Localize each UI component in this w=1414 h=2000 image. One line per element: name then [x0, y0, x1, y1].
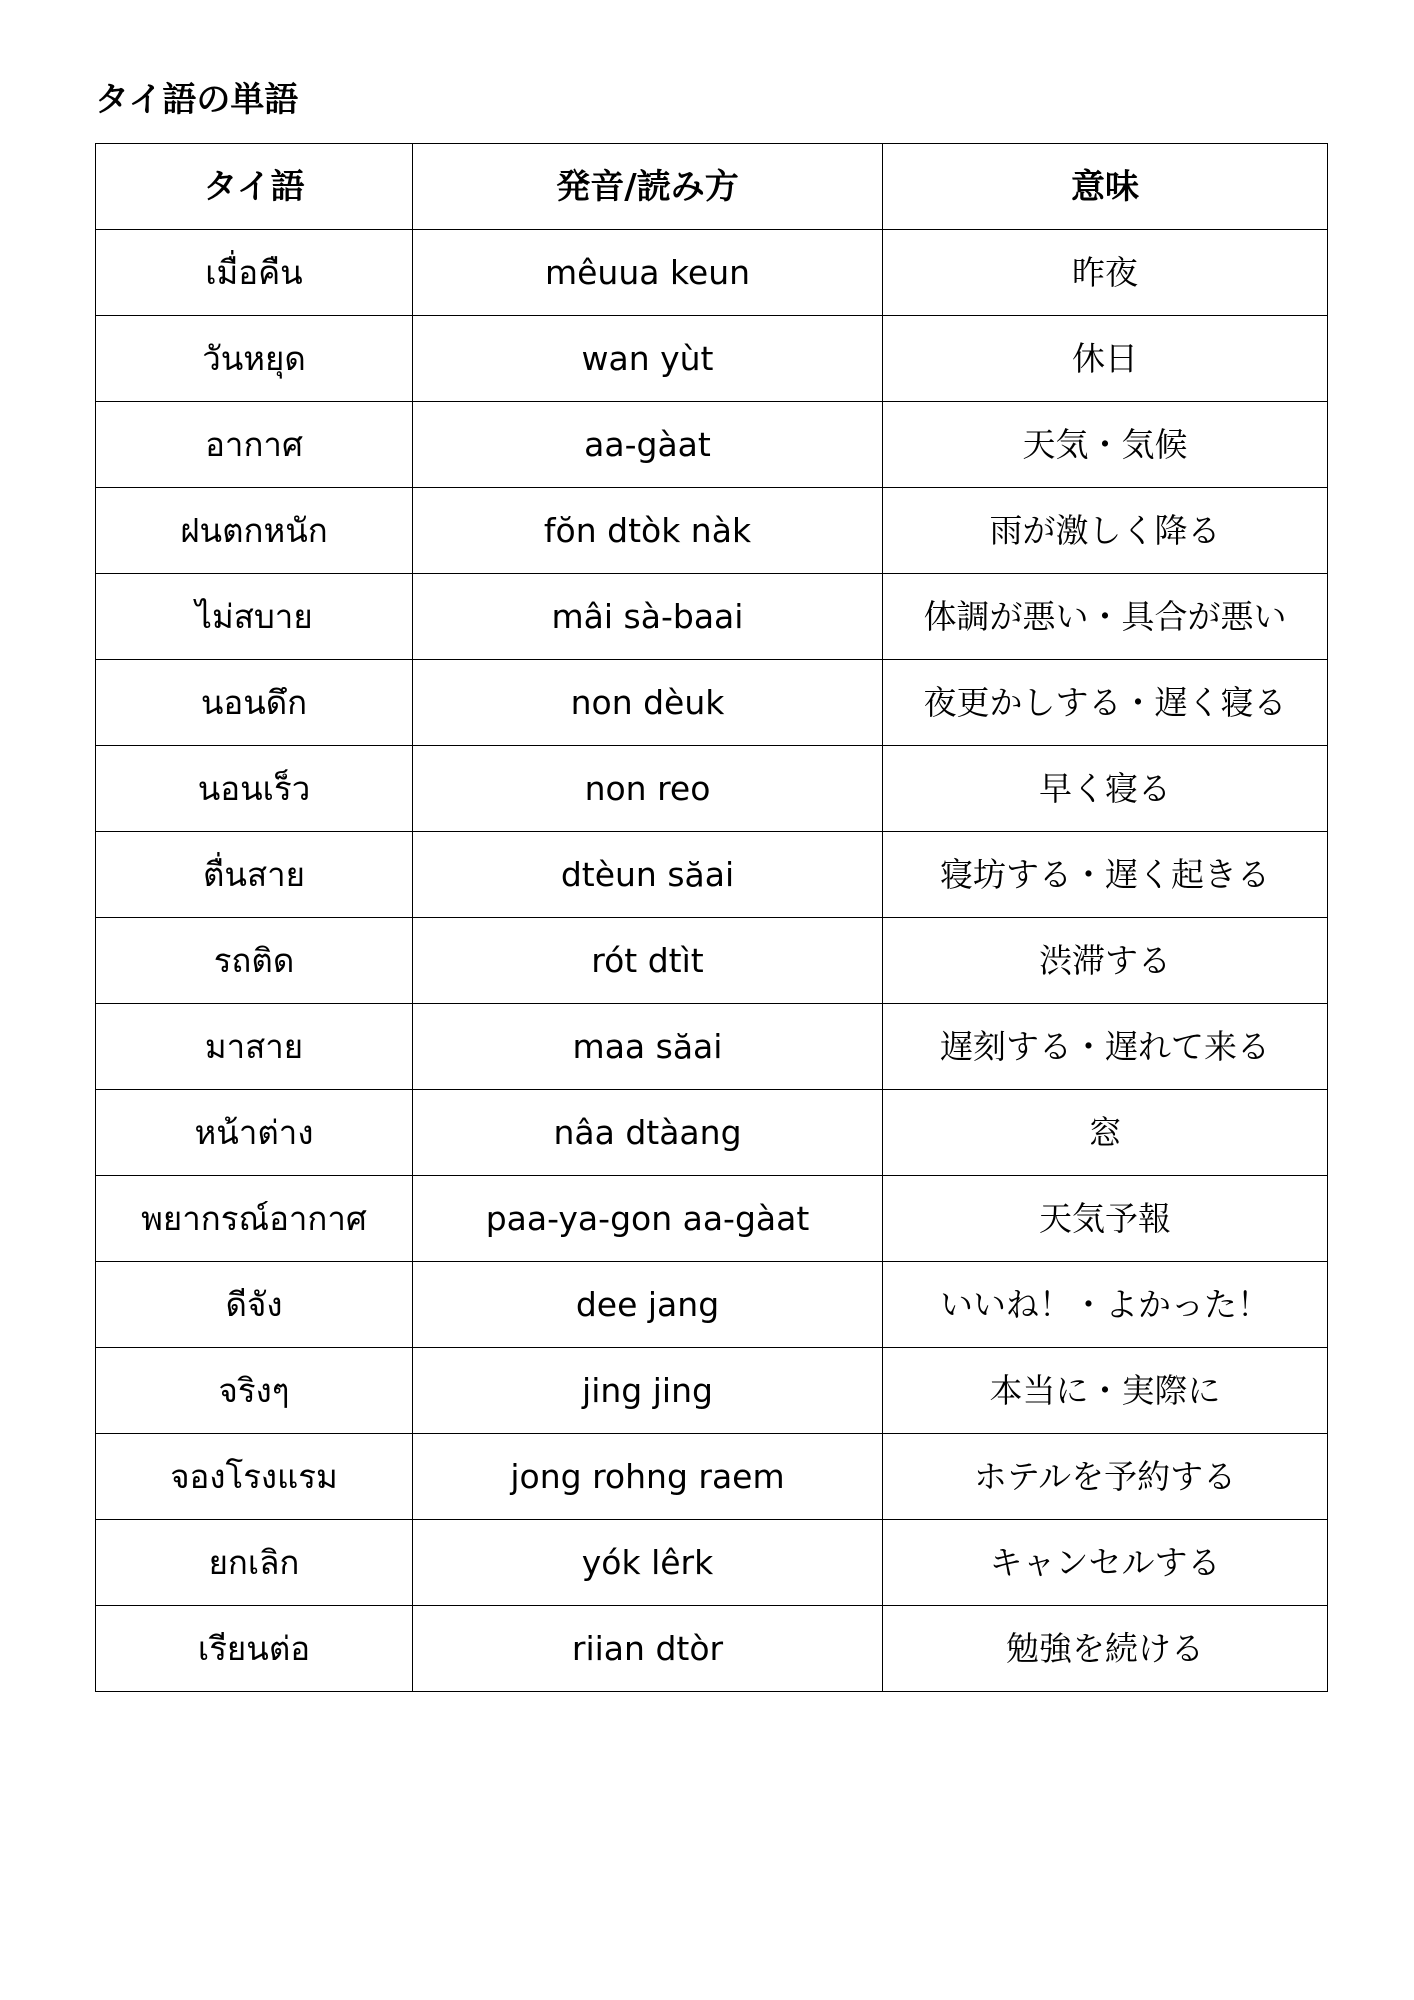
header-thai: タイ語 [96, 144, 413, 230]
cell-meaning: キャンセルする [883, 1520, 1328, 1606]
table-row [96, 1348, 1328, 1434]
cell-pronunciation: fŏn dtòk nàk [413, 488, 883, 574]
cell-thai: นอนเร็ว [96, 746, 413, 832]
cell-thai: นอนดึก [96, 660, 413, 746]
cell-thai: หน้าต่าง [96, 1090, 413, 1176]
cell-thai: รถติด [96, 918, 413, 1004]
cell-thai: ดีจัง [96, 1262, 413, 1348]
cell-pronunciation: non dèuk [413, 660, 883, 746]
table-row [96, 402, 1328, 488]
cell-thai: ยกเลิก [96, 1520, 413, 1606]
cell-thai: พยากรณ์อากาศ [96, 1176, 413, 1262]
cell-pronunciation: nâa dtàang [413, 1090, 883, 1176]
cell-thai: อากาศ [96, 402, 413, 488]
table-row [96, 574, 1328, 660]
cell-thai: จองโรงแรม [96, 1434, 413, 1520]
cell-pronunciation: mêuua keun [413, 230, 883, 316]
table-row [96, 1262, 1328, 1348]
cell-pronunciation: paa-ya-gon aa-gàat [413, 1176, 883, 1262]
cell-thai: จริงๆ [96, 1348, 413, 1434]
cell-meaning: 体調が悪い・具合が悪い [883, 574, 1328, 660]
table-header-row [96, 144, 1328, 230]
cell-meaning: 雨が激しく降る [883, 488, 1328, 574]
cell-meaning: 本当に・実際に [883, 1348, 1328, 1434]
table-body [96, 230, 1328, 1692]
header-meaning: 意味 [883, 144, 1328, 230]
cell-meaning: 勉強を続ける [883, 1606, 1328, 1692]
vocabulary-table [95, 143, 1328, 1692]
table-row [96, 316, 1328, 402]
cell-meaning: 早く寝る [883, 746, 1328, 832]
table-row [96, 1176, 1328, 1262]
cell-pronunciation: rót dtìt [413, 918, 883, 1004]
cell-pronunciation: dee jang [413, 1262, 883, 1348]
cell-thai: ตื่นสาย [96, 832, 413, 918]
header-pronunciation: 発音/読み方 [413, 144, 883, 230]
table-row [96, 230, 1328, 316]
table-row [96, 832, 1328, 918]
cell-meaning: 遅刻する・遅れて来る [883, 1004, 1328, 1090]
cell-pronunciation: aa-gàat [413, 402, 883, 488]
table-row [96, 1004, 1328, 1090]
cell-thai: เมื่อคืน [96, 230, 413, 316]
cell-meaning: 寝坊する・遅く起きる [883, 832, 1328, 918]
table-row [96, 1434, 1328, 1520]
table-row [96, 1520, 1328, 1606]
cell-thai: มาสาย [96, 1004, 413, 1090]
cell-pronunciation: maa săai [413, 1004, 883, 1090]
cell-thai: เรียนต่อ [96, 1606, 413, 1692]
table-row [96, 488, 1328, 574]
table-row [96, 1090, 1328, 1176]
cell-meaning: 夜更かしする・遅く寝る [883, 660, 1328, 746]
table-row [96, 660, 1328, 746]
page-title: タイ語の単語 [95, 80, 299, 120]
cell-pronunciation: yók lêrk [413, 1520, 883, 1606]
table-row [96, 918, 1328, 1004]
cell-meaning: 天気予報 [883, 1176, 1328, 1262]
cell-meaning: 天気・気候 [883, 402, 1328, 488]
cell-pronunciation: mâi sà-baai [413, 574, 883, 660]
cell-meaning: 昨夜 [883, 230, 1328, 316]
cell-meaning: 休日 [883, 316, 1328, 402]
cell-pronunciation: non reo [413, 746, 883, 832]
cell-pronunciation: riian dtòr [413, 1606, 883, 1692]
table-row [96, 746, 1328, 832]
cell-pronunciation: jong rohng raem [413, 1434, 883, 1520]
cell-meaning: ホテルを予約する [883, 1434, 1328, 1520]
cell-pronunciation: dtèun săai [413, 832, 883, 918]
cell-thai: ไม่สบาย [96, 574, 413, 660]
cell-thai: ฝนตกหนัก [96, 488, 413, 574]
cell-pronunciation: wan yùt [413, 316, 883, 402]
cell-meaning: 渋滞する [883, 918, 1328, 1004]
cell-thai: วันหยุด [96, 316, 413, 402]
cell-meaning: いいね！・よかった！ [883, 1262, 1328, 1348]
cell-meaning: 窓 [883, 1090, 1328, 1176]
cell-pronunciation: jing jing [413, 1348, 883, 1434]
table-row [96, 1606, 1328, 1692]
